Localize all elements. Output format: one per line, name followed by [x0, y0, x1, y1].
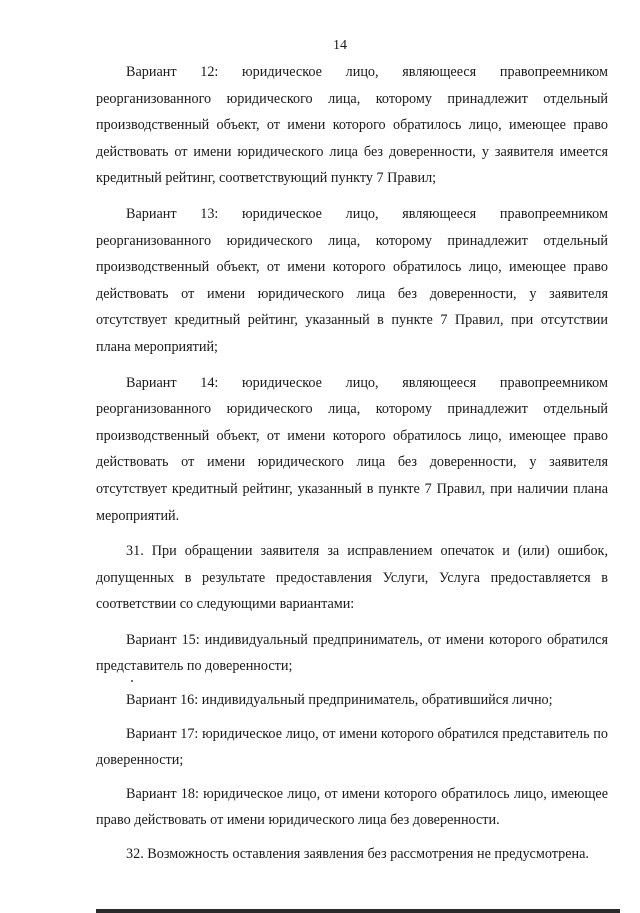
document-body	[96, 59, 608, 877]
paragraph-variant-14: Вариант 14: юридическое лицо, являющееся правопреемником реорганизованного юридического лица, которому принадлежит отдельный производственный объект, от имени которого обратилось лицо, имеющее право действовать от имени юридического лица без доверенности, у заявителя отсутствует кредитный рейтинг, указанный в пункте 7 Правил, при наличии плана мероприятий.	[96, 374, 608, 524]
paragraph-variant-13: Вариант 13: юридическое лицо, являющееся правопреемником реорганизованного юридического лица, которому принадлежит отдельный производственный объект, от имени которого обратилось лицо, имеющее право действовать от имени юридического лица без доверенности, у заявителя отсутствует кредитный рейтинг, указанный в пункте 7 Правил, при отсутствии плана мероприятий;	[96, 205, 608, 355]
scan-speck	[131, 680, 133, 682]
paragraph-variant-18: Вариант 18: юридическое лицо, от имени которого обратилось лицо, имеющее право действовать от имени юридического лица без доверенности.	[96, 785, 608, 829]
scan-edge-strip	[96, 909, 620, 913]
paragraph-variant-17: Вариант 17: юридическое лицо, от имени которого обратился представитель по доверенности;	[96, 725, 608, 769]
paragraph-variant-15: Вариант 15: индивидуальный предприниматель, от имени которого обратился представитель по доверенности;	[96, 631, 608, 675]
paragraph-variant-12: Вариант 12: юридическое лицо, являющееся правопреемником реорганизованного юридического лица, которому принадлежит отдельный производственный объект, от имени которого обратилось лицо, имеющее право действовать от имени юридического лица без доверенности, у заявителя имеется кредитный рейтинг, соответствующий пункту 7 Правил;	[96, 64, 608, 187]
paragraph-variant-16: Вариант 16: индивидуальный предприниматель, обратившийся лично;	[126, 692, 553, 709]
paragraph-clause-32: 32. Возможность оставления заявления без рассмотрения не предусмотрена.	[126, 846, 589, 863]
page-number: 14	[333, 38, 347, 53]
paragraph-clause-31: 31. При обращении заявителя за исправлением опечаток и (или) ошибок, допущенных в результате предоставления Услуги, Услуга предоставляется в соответствии со следующими вариантами:	[96, 543, 608, 613]
